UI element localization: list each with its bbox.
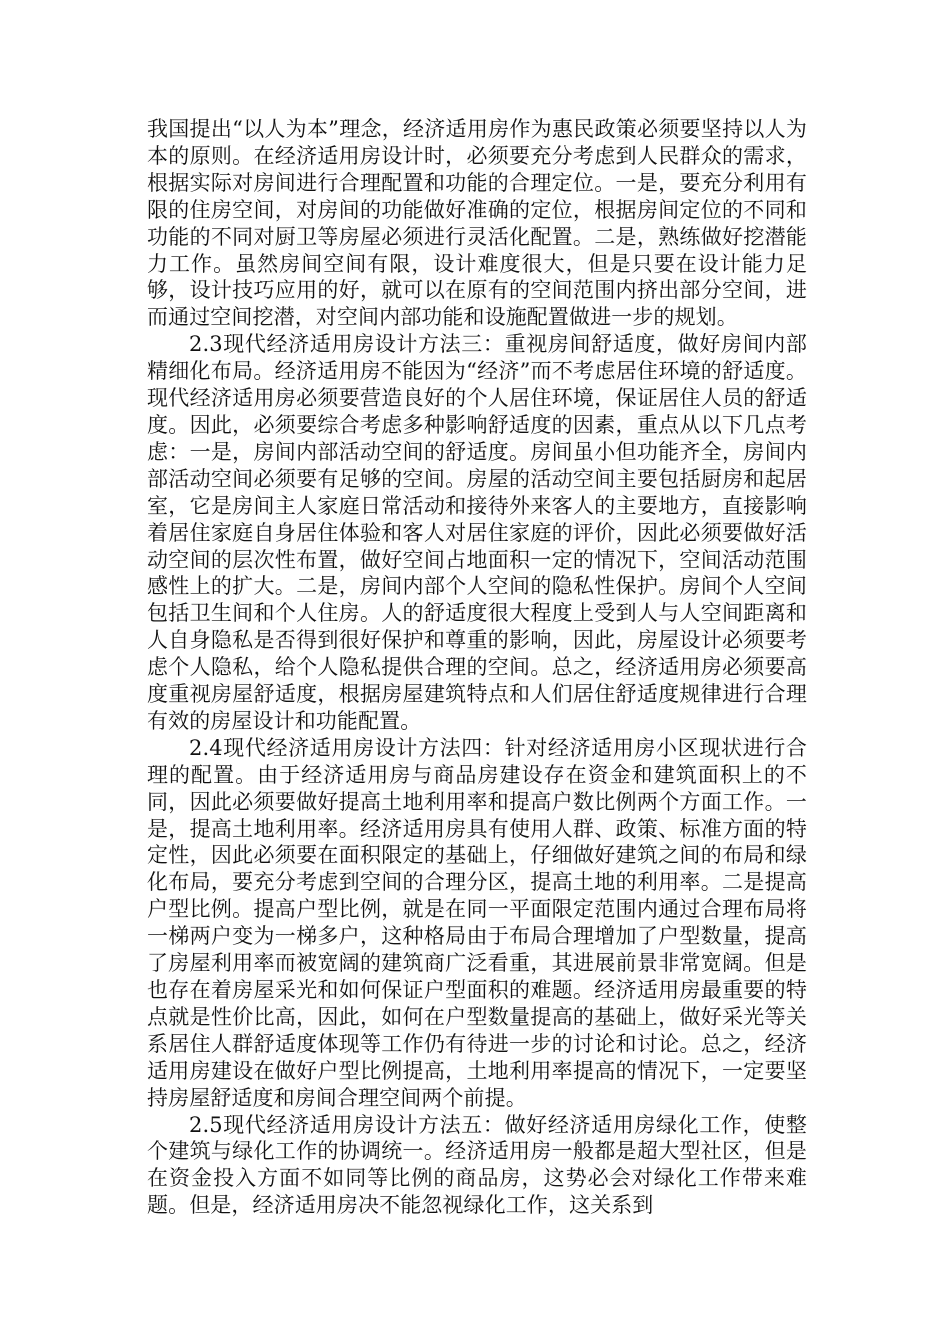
paragraph-2-5: 2.5现代经济适用房设计方法五：做好经济适用房绿化工作，使整个建筑与绿化工作的协调统一。经济适用房一般都是超大型社区，但是在资金投入方面不如同等比例的商品房，这势必会对绿化工作带来难题。但是，经济适用房决不能忽视绿化工作，这关系到 [147, 1112, 807, 1218]
body-text [147, 116, 807, 1219]
paragraph-2-4: 2.4现代经济适用房设计方法四：针对经济适用房小区现状进行合理的配置。由于经济适用房与商品房建设存在资金和建筑面积上的不同，因此必须要做好提高土地利用率和提高户数比例两个方面工作。一是，提高土地利用率。经济适用房具有使用人群、政策、标准方面的特定性，因此必须要在面积限定的基础上，仔细做好建筑之间的布局和绿化布局，要充分考虑到空间的合理分区，提高土地的利用率。二是提高户型比例。提高户型比例，就是在同一平面限定范围内通过合理布局将一梯两户变为一梯多户，这种格局由于布局合理增加了户型数量，提高了房屋利用率而被宽阔的建筑商广泛看重，其进展前景非常宽阔。但是也存在着房屋采光和如何保证户型面积的难题。经济适用房最重要的特点就是性价比高，因此，如何在户型数量提高的基础上，做好采光等关系居住人群舒适度体现等工作仍有待进一步的讨论和讨论。总之，经济适用房建设在做好户型比例提高，土地利用率提高的情况下，一定要坚持房屋舒适度和房间合理空间两个前提。 [147, 735, 807, 1110]
paragraph-1: 我国提出“以人为本”理念，经济适用房作为惠民政策必须要坚持以人为本的原则。在经济适用房设计时，必须要充分考虑到人民群众的需求，根据实际对房间进行合理配置和功能的合理定位。一是，要充分利用有限的住房空间，对房间的功能做好准确的定位，根据房间定位的不同和功能的不同对厨卫等房屋必须进行灵活化配置。二是，熟练做好挖潜能力工作。虽然房间空间有限，设计难度很大，但是只要在设计能力足够，设计技巧应用的好，就可以在原有的空间范围内挤出部分空间，进而通过空间挖潜，对空间内部功能和设施配置做进一步的规划。 [147, 117, 807, 330]
paragraph-2-3: 2.3现代经济适用房设计方法三：重视房间舒适度，做好房间内部精细化布局。经济适用房不能因为“经济”而不考虑居住环境的舒适度。现代经济适用房必须要营造良好的个人居住环境，保证居住人员的舒适度。因此，必须要综合考虑多种影响舒适度的因素，重点从以下几点考虑：一是，房间内部活动空间的舒适度。房间虽小但功能齐全，房间内部活动空间必须要有足够的空间。房屋的活动空间主要包括厨房和起居室，它是房间主人家庭日常活动和接待外来客人的主要地方，直接影响着居住家庭自身居住体验和客人对居住家庭的评价，因此必须要做好活动空间的层次性布置，做好空间占地面积一定的情况下，空间活动范围感性上的扩大。二是，房间内部个人空间的隐私性保护。房间个人空间包括卫生间和个人住房。人的舒适度很大程度上受到人与人空间距离和人自身隐私是否得到很好保护和尊重的影响，因此，房屋设计必须要考虑个人隐私，给个人隐私提供合理的空间。总之，经济适用房必须要高度重视房屋舒适度，根据房屋建筑特点和人们居住舒适度规律进行合理有效的房屋设计和功能配置。 [147, 332, 807, 733]
